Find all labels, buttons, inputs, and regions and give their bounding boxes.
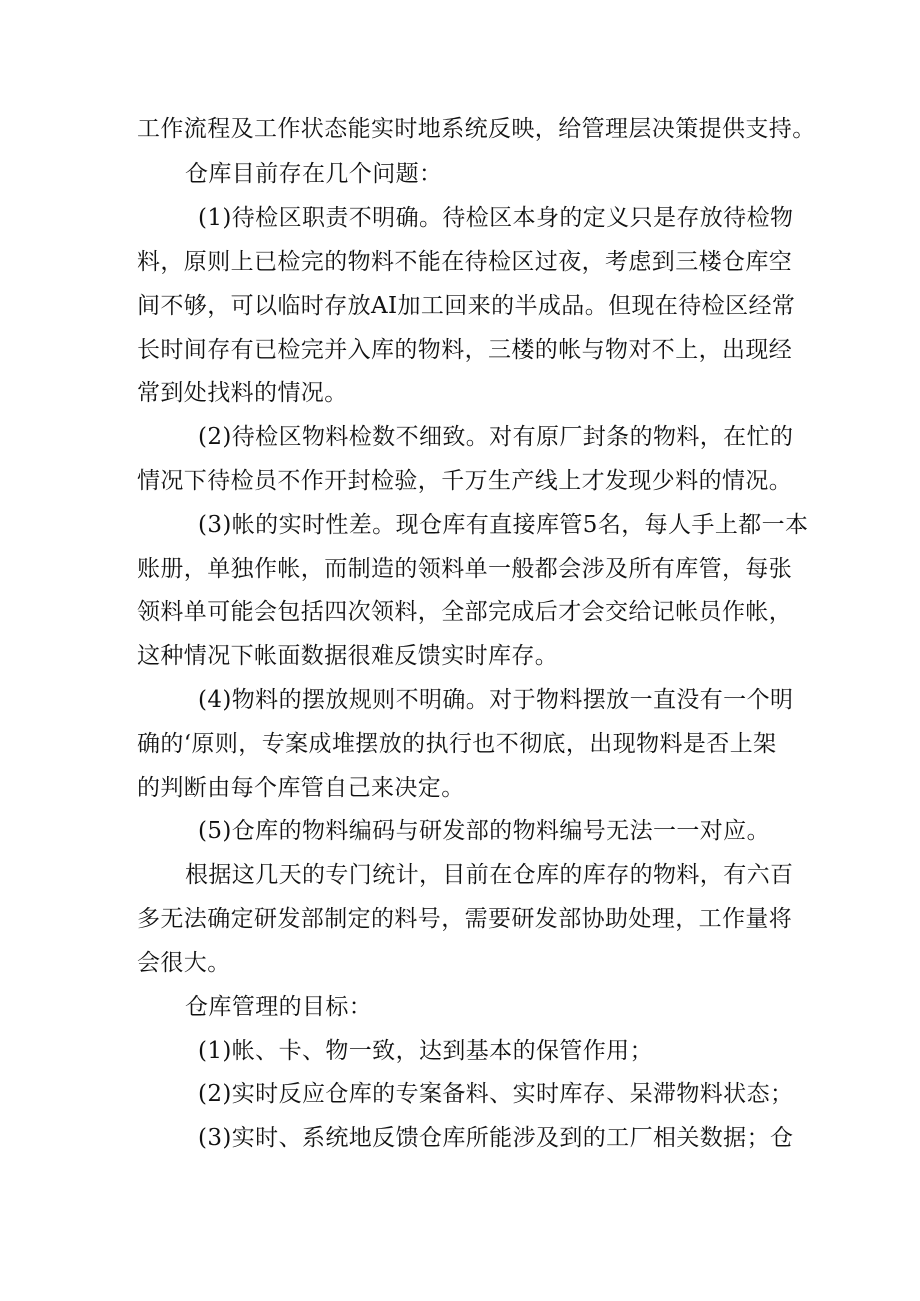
text-line: 仓库目前存在几个问题： (185, 161, 443, 187)
text-line: 工作流程及工作状态能实时地系统反映，给管理层决策提供支持。 (137, 116, 816, 142)
text-line: 会很大。 (137, 950, 231, 976)
text-line: (1)待检区职责不明确。待检区本身的定义只是存放待检物 (198, 205, 794, 231)
text-line: 的判断由每个库管自己来决定。 (137, 775, 465, 801)
text-line: 长时间存有已检完并入库的物料，三楼的帐与物对不上，出现经 (137, 337, 793, 363)
text-line: 间不够，可以临时存放AI加工回来的半成品。但现在待检区经常 (137, 293, 796, 319)
text-line: (2)待检区物料检数不细致。对有原厂封条的物料，在忙的 (198, 424, 794, 450)
text-line: (3)帐的实时性差。现仓库有直接库管5名，每人手上都一本 (198, 512, 809, 538)
text-line: (5)仓库的物料编码与研发部的物料编号无法一一对应。 (198, 818, 770, 844)
text-line: 领料单可能会包括四次领料，全部完成后才会交给记帐员作帐， (137, 599, 793, 625)
text-line: 确的‘原则，专案成堆摆放的执行也不彻底，出现物料是否上架 (137, 731, 777, 757)
text-line: 这种情况下帐面数据很难反馈实时库存。 (137, 643, 559, 669)
text-line: 仓库管理的目标： (185, 994, 373, 1020)
text-line: (2)实时反应仓库的专案备料、实时库存、呆滞物料状态； (198, 1081, 794, 1107)
text-line: (4)物料的摆放规则不明确。对于物料摆放一直没有一个明 (198, 687, 794, 713)
text-line: 多无法确定研发部制定的料号，需要研发部协助处理，工作量将 (137, 906, 793, 932)
text-line: 常到处找料的情况。 (137, 380, 348, 406)
text-line: (1)帐、卡、物一致，达到基本的保管作用； (198, 1038, 653, 1064)
text-line: 账册，单独作帐，而制造的领料单一般都会涉及所有库管，每张 (137, 556, 793, 582)
text-line: 情况下待检员不作开封检验，千万生产线上才发现少料的情况。 (137, 468, 793, 494)
text-line: 料，原则上已检完的物料不能在待检区过夜，考虑到三楼仓库空 (137, 249, 793, 275)
text-line: (3)实时、系统地反馈仓库所能涉及到的工厂相关数据；仓 (198, 1125, 794, 1151)
text-line: 根据这几天的专门统计，目前在仓库的库存的物料，有六百 (185, 862, 794, 888)
